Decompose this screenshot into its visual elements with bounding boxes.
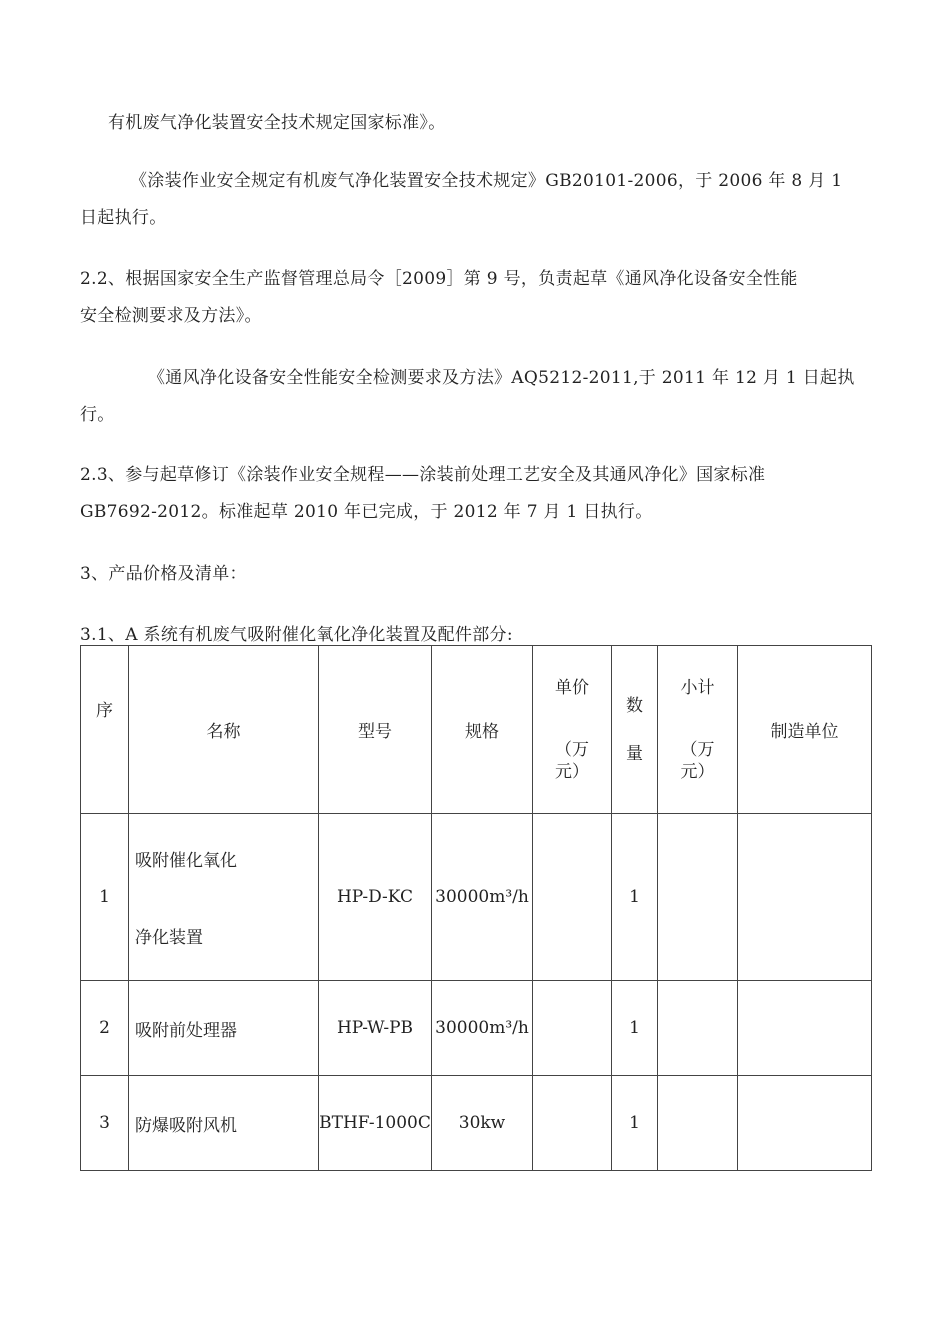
cell-name: 防爆吸附风机 bbox=[129, 1076, 319, 1171]
table-header-row bbox=[81, 646, 872, 814]
header-spec: 规格 bbox=[432, 646, 533, 814]
cell-model: BTHF-1000C bbox=[319, 1076, 432, 1171]
cell-spec: 30000m³/h bbox=[432, 814, 533, 981]
header-name: 名称 bbox=[129, 646, 319, 814]
cell-model: HP-D-KC bbox=[319, 814, 432, 981]
paragraph-2-3-line1: 2.3、参与起草修订《涂装作业安全规程——涂装前处理工艺安全及其通风净化》国家标准 bbox=[80, 465, 766, 485]
cell-seq: 2 bbox=[81, 981, 129, 1076]
paragraph-2-2-line1: 2.2、根据国家安全生产监督管理总局令［2009］第 9 号，负责起草《通风净化设备安全性能 bbox=[80, 269, 798, 289]
cell-subtotal bbox=[658, 981, 738, 1076]
header-subtotal-label: 小计 bbox=[680, 677, 715, 698]
header-subtotal-unit-b: 元） bbox=[680, 761, 715, 782]
cell-maker bbox=[738, 1076, 872, 1171]
cell-maker bbox=[738, 814, 872, 981]
paragraph-aq5212-line2: 行。 bbox=[80, 405, 115, 425]
cell-spec: 30kw bbox=[432, 1076, 533, 1171]
header-unit-price-label: 单价 bbox=[555, 677, 589, 698]
section-3-1-heading: 3.1、A 系统有机废气吸附催化氧化净化装置及配件部分: bbox=[80, 625, 513, 645]
cell-unit-price bbox=[533, 814, 612, 981]
cell-qty: 1 bbox=[612, 1076, 658, 1171]
header-qty-b: 量 bbox=[626, 743, 643, 764]
header-seq: 序 bbox=[81, 646, 129, 814]
table-row bbox=[81, 981, 872, 1076]
header-qty-a: 数 bbox=[626, 695, 643, 716]
paragraph-standard-title: 有机废气净化装置安全技术规定国家标准》。 bbox=[108, 113, 446, 133]
cell-name: 吸附前处理器 bbox=[129, 981, 319, 1076]
cell-name-line1: 吸附催化氧化 bbox=[135, 851, 237, 871]
cell-subtotal bbox=[658, 814, 738, 981]
product-price-table bbox=[80, 645, 872, 1171]
header-unit-price bbox=[533, 646, 612, 814]
cell-qty: 1 bbox=[612, 981, 658, 1076]
cell-spec: 30000m³/h bbox=[432, 981, 533, 1076]
cell-seq: 3 bbox=[81, 1076, 129, 1171]
cell-unit-price bbox=[533, 981, 612, 1076]
cell-seq: 1 bbox=[81, 814, 129, 981]
paragraph-gb20101-line1: 《涂装作业安全规定有机废气净化装置安全技术规定》GB20101-2006，于 2006 年 8 月 1 bbox=[130, 171, 843, 191]
paragraph-2-2-line2: 安全检测要求及方法》。 bbox=[80, 306, 262, 326]
header-unit-price-unit-b: 元） bbox=[555, 761, 589, 782]
table-row bbox=[81, 1076, 872, 1171]
cell-name bbox=[129, 814, 319, 981]
header-qty bbox=[612, 646, 658, 814]
cell-name-line2: 净化装置 bbox=[135, 928, 203, 948]
paragraph-aq5212-line1: 《通风净化设备安全性能安全检测要求及方法》AQ5212-2011,于 2011 年 12 月 1 日起执 bbox=[148, 368, 855, 388]
table-row bbox=[81, 814, 872, 981]
header-subtotal bbox=[658, 646, 738, 814]
cell-model: HP-W-PB bbox=[319, 981, 432, 1076]
header-maker: 制造单位 bbox=[738, 646, 872, 814]
header-model: 型号 bbox=[319, 646, 432, 814]
paragraph-2-3-line2: GB7692-2012。标准起草 2010 年已完成，于 2012 年 7 月 1 日执行。 bbox=[80, 502, 653, 522]
cell-maker bbox=[738, 981, 872, 1076]
section-3-heading: 3、产品价格及清单： bbox=[80, 564, 247, 584]
header-unit-price-unit-a: （万 bbox=[555, 739, 589, 760]
header-subtotal-unit-a: （万 bbox=[680, 739, 715, 760]
cell-qty: 1 bbox=[612, 814, 658, 981]
cell-unit-price bbox=[533, 1076, 612, 1171]
cell-subtotal bbox=[658, 1076, 738, 1171]
paragraph-gb20101-line2: 日起执行。 bbox=[80, 208, 167, 228]
